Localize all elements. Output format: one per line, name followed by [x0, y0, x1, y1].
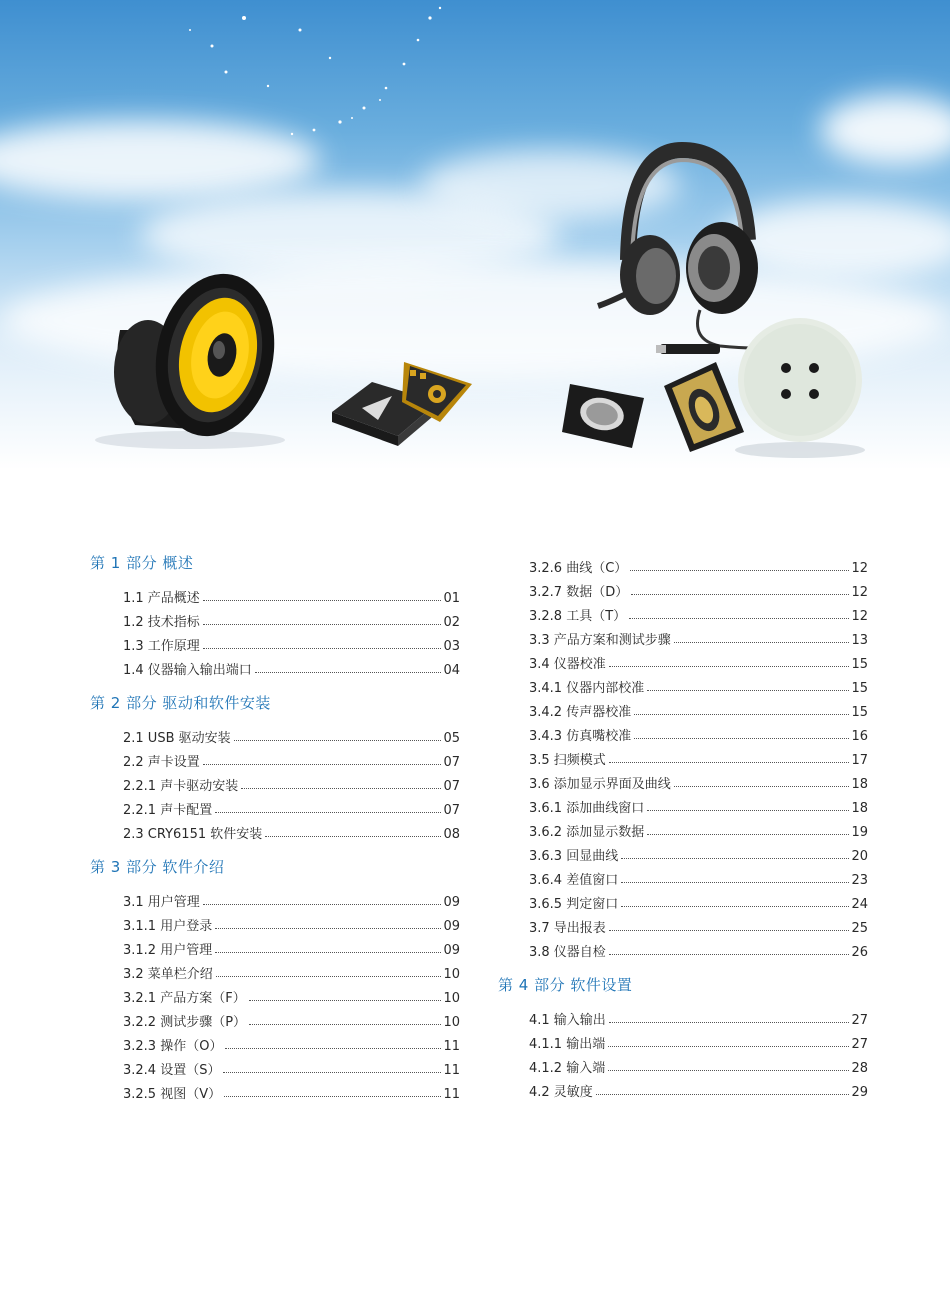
toc-page-number: 08	[443, 827, 460, 842]
toc-entry-title: 3.6.5 判定窗口	[529, 897, 619, 912]
toc-leader-dots	[596, 1094, 850, 1095]
toc-leader-dots	[609, 930, 850, 931]
toc-entry[interactable]	[90, 1054, 460, 1078]
toc-entry[interactable]	[498, 768, 868, 792]
toc-page-number: 18	[851, 801, 868, 816]
micro-speaker-image	[562, 384, 644, 448]
toc-entry-title: 3.6.2 添加显示数据	[529, 825, 645, 840]
toc-leader-dots	[634, 738, 849, 739]
toc-page-number: 29	[851, 1085, 868, 1100]
toc-part-heading: 第 3 部分 软件介绍	[90, 858, 225, 876]
toc-entry-title: 2.2.1 声卡驱动安装	[123, 779, 239, 794]
toc-entry[interactable]	[498, 1052, 868, 1076]
toc-entry-title: 3.1 用户管理	[123, 895, 200, 910]
toc-entry[interactable]	[498, 576, 868, 600]
toc-page-number: 11	[443, 1039, 460, 1054]
toc-leader-dots	[203, 904, 442, 905]
toc-page-number: 10	[443, 991, 460, 1006]
toc-entry-title: 3.2.6 曲线（C）	[529, 561, 628, 576]
toc-entry[interactable]	[90, 770, 460, 794]
toc-page-number: 01	[443, 591, 460, 606]
toc-entry-title: 3.4.2 传声器校准	[529, 705, 632, 720]
toc-page-number: 11	[443, 1063, 460, 1078]
toc-entry[interactable]	[498, 552, 868, 576]
toc-group-gap	[90, 678, 460, 692]
toc-leader-dots	[609, 954, 850, 955]
toc-entry-title: 3.2.2 测试步骤（P）	[123, 1015, 247, 1030]
toc-leader-dots	[634, 714, 849, 715]
toc-leader-dots	[621, 906, 849, 907]
toc-entry[interactable]	[498, 816, 868, 840]
toc-entry[interactable]	[498, 624, 868, 648]
toc-entry-title: 3.6.4 差值窗口	[529, 873, 619, 888]
toc-entry[interactable]	[498, 744, 868, 768]
toc-entry[interactable]	[498, 840, 868, 864]
toc-leader-dots	[629, 618, 849, 619]
toc-entry-title: 2.2.1 声卡配置	[123, 803, 213, 818]
toc-page-number: 12	[851, 561, 868, 576]
toc-leader-dots	[203, 624, 442, 625]
toc-leader-dots	[249, 1000, 442, 1001]
toc-leader-dots	[609, 1022, 850, 1023]
toc-leader-dots	[608, 1046, 849, 1047]
toc-leader-dots	[225, 1048, 441, 1049]
toc-page-number: 09	[443, 919, 460, 934]
toc-leader-dots	[223, 1072, 441, 1073]
toc-entry[interactable]	[90, 934, 460, 958]
toc-entry-title: 3.3 产品方案和测试步骤	[529, 633, 671, 648]
toc-page-number: 23	[851, 873, 868, 888]
toc-entry[interactable]	[498, 1004, 868, 1028]
toc-entry-title: 3.2.1 产品方案（F）	[123, 991, 246, 1006]
toc-entry[interactable]	[90, 606, 460, 630]
toc-part-heading: 第 4 部分 软件设置	[498, 976, 633, 994]
toc-leader-dots	[255, 672, 442, 673]
toc-entry-title: 1.3 工作原理	[123, 639, 200, 654]
toc-entry-title: 3.4.1 仪器内部校准	[529, 681, 645, 696]
toc-entry-title: 2.1 USB 驱动安装	[123, 731, 231, 746]
toc-entry-title: 4.1.2 输入端	[529, 1061, 606, 1076]
toc-page-number: 25	[851, 921, 868, 936]
toc-page-number: 03	[443, 639, 460, 654]
toc-page-number: 13	[851, 633, 868, 648]
toc-leader-dots	[203, 764, 442, 765]
toc-leader-dots	[647, 834, 849, 835]
hero-banner	[0, 0, 950, 470]
toc-entry[interactable]	[90, 982, 460, 1006]
toc-page-number: 18	[851, 777, 868, 792]
toc-left-column	[90, 552, 460, 1102]
mems-microphone-image	[332, 362, 472, 446]
toc-leader-dots	[203, 600, 442, 601]
toc-entry[interactable]	[498, 648, 868, 672]
toc-entry-title: 3.6 添加显示界面及曲线	[529, 777, 671, 792]
toc-entry-title: 2.2 声卡设置	[123, 755, 200, 770]
toc-leader-dots	[215, 952, 441, 953]
toc-entry[interactable]	[90, 794, 460, 818]
toc-entry[interactable]	[498, 792, 868, 816]
toc-part-heading: 第 1 部分 概述	[90, 554, 194, 572]
toc-leader-dots	[631, 594, 849, 595]
headset-image	[598, 150, 790, 354]
toc-page-number: 07	[443, 755, 460, 770]
toc-entry-title: 3.6.1 添加曲线窗口	[529, 801, 645, 816]
round-microphone-image	[735, 318, 865, 458]
toc-leader-dots	[249, 1024, 441, 1025]
toc-leader-dots	[215, 812, 441, 813]
toc-entry[interactable]	[90, 1006, 460, 1030]
electret-mic-image	[664, 362, 744, 452]
toc-entry-title: 3.2.4 设置（S）	[123, 1063, 221, 1078]
toc-entry[interactable]	[498, 1028, 868, 1052]
toc-entry[interactable]	[90, 886, 460, 910]
toc-page-number: 28	[851, 1061, 868, 1076]
toc-page-number: 04	[443, 663, 460, 678]
toc-entry-title: 3.1.1 用户登录	[123, 919, 213, 934]
toc-entry[interactable]	[90, 746, 460, 770]
toc-entry[interactable]	[498, 672, 868, 696]
toc-entry[interactable]	[498, 1076, 868, 1100]
toc-entry-title: 3.1.2 用户管理	[123, 943, 213, 958]
toc-leader-dots	[609, 666, 850, 667]
toc-leader-dots	[674, 786, 850, 787]
toc-entry-title: 1.4 仪器输入输出端口	[123, 663, 252, 678]
toc-page-number: 19	[851, 825, 868, 840]
toc-page-number: 09	[443, 943, 460, 958]
toc-entry[interactable]	[90, 722, 460, 746]
toc-entry-title: 3.4 仪器校准	[529, 657, 606, 672]
toc-entry[interactable]	[498, 936, 868, 960]
toc-page-number: 26	[851, 945, 868, 960]
toc-entry-title: 3.5 扫频模式	[529, 753, 606, 768]
toc-page-number: 02	[443, 615, 460, 630]
toc-entry-title: 2.3 CRY6151 软件安装	[123, 827, 263, 842]
toc-page-number: 09	[443, 895, 460, 910]
toc-part-heading: 第 2 部分 驱动和软件安装	[90, 694, 271, 712]
toc-page-number: 27	[851, 1037, 868, 1052]
toc-entry[interactable]	[498, 696, 868, 720]
toc-leader-dots	[674, 642, 850, 643]
toc-entry[interactable]	[498, 912, 868, 936]
toc-leader-dots	[234, 740, 442, 741]
toc-entry[interactable]	[498, 720, 868, 744]
toc-entry-title: 3.4.3 仿真嘴校准	[529, 729, 632, 744]
toc-page-number: 15	[851, 705, 868, 720]
toc-entry[interactable]	[90, 1030, 460, 1054]
toc-page-number: 05	[443, 731, 460, 746]
toc-entry-title: 3.2 菜单栏介绍	[123, 967, 213, 982]
toc-leader-dots	[621, 882, 849, 883]
toc-leader-dots	[630, 570, 849, 571]
toc-page-number: 20	[851, 849, 868, 864]
toc-page-number: 12	[851, 609, 868, 624]
toc-leader-dots	[621, 858, 849, 859]
toc-page-number: 10	[443, 967, 460, 982]
toc-entry-title: 4.1 输入输出	[529, 1013, 606, 1028]
toc-entry-title: 1.2 技术指标	[123, 615, 200, 630]
toc-entry[interactable]	[90, 654, 460, 678]
sparkle-decoration	[189, 7, 441, 135]
toc-group-gap	[90, 842, 460, 856]
toc-entry-title: 3.6.3 回显曲线	[529, 849, 619, 864]
toc-leader-dots	[647, 810, 849, 811]
toc-leader-dots	[608, 1070, 849, 1071]
toc-entry[interactable]	[90, 630, 460, 654]
toc-group-gap	[498, 960, 868, 974]
toc-leader-dots	[609, 762, 850, 763]
toc-leader-dots	[216, 976, 442, 977]
toc-leader-dots	[203, 648, 442, 649]
toc-leader-dots	[241, 788, 441, 789]
toc-entry[interactable]	[90, 582, 460, 606]
toc-leader-dots	[224, 1096, 441, 1097]
toc-entry-title: 4.1.1 输出端	[529, 1037, 606, 1052]
toc-page-number: 15	[851, 657, 868, 672]
toc-entry-title: 3.7 导出报表	[529, 921, 606, 936]
toc-entry-title: 4.2 灵敏度	[529, 1085, 593, 1100]
toc-page-number: 16	[851, 729, 868, 744]
toc-entry[interactable]	[498, 864, 868, 888]
toc-leader-dots	[215, 928, 441, 929]
toc-entry-title: 3.2.3 操作（O）	[123, 1039, 223, 1054]
toc-entry[interactable]	[90, 958, 460, 982]
toc-page-number: 27	[851, 1013, 868, 1028]
toc-entry-title: 3.2.7 数据（D）	[529, 585, 629, 600]
toc-entry[interactable]	[90, 818, 460, 842]
toc-entry[interactable]	[498, 888, 868, 912]
toc-page-number: 17	[851, 753, 868, 768]
toc-leader-dots	[265, 836, 441, 837]
toc-entry-title: 3.2.8 工具（T）	[529, 609, 627, 624]
toc-right-column	[498, 552, 868, 1100]
toc-page-number: 15	[851, 681, 868, 696]
toc-entry-title: 3.8 仪器自检	[529, 945, 606, 960]
toc-entry[interactable]	[90, 1078, 460, 1102]
toc-page-number: 07	[443, 779, 460, 794]
toc-entry[interactable]	[498, 600, 868, 624]
toc-leader-dots	[647, 690, 849, 691]
toc-page-number: 10	[443, 1015, 460, 1030]
toc-page-number: 12	[851, 585, 868, 600]
loudspeaker-image	[95, 263, 289, 449]
toc-page-number: 07	[443, 803, 460, 818]
toc-entry[interactable]	[90, 910, 460, 934]
toc-entry-title: 1.1 产品概述	[123, 591, 200, 606]
toc-entry-title: 3.2.5 视图（V）	[123, 1087, 222, 1102]
toc-page-number: 24	[851, 897, 868, 912]
toc-page-number: 11	[443, 1087, 460, 1102]
